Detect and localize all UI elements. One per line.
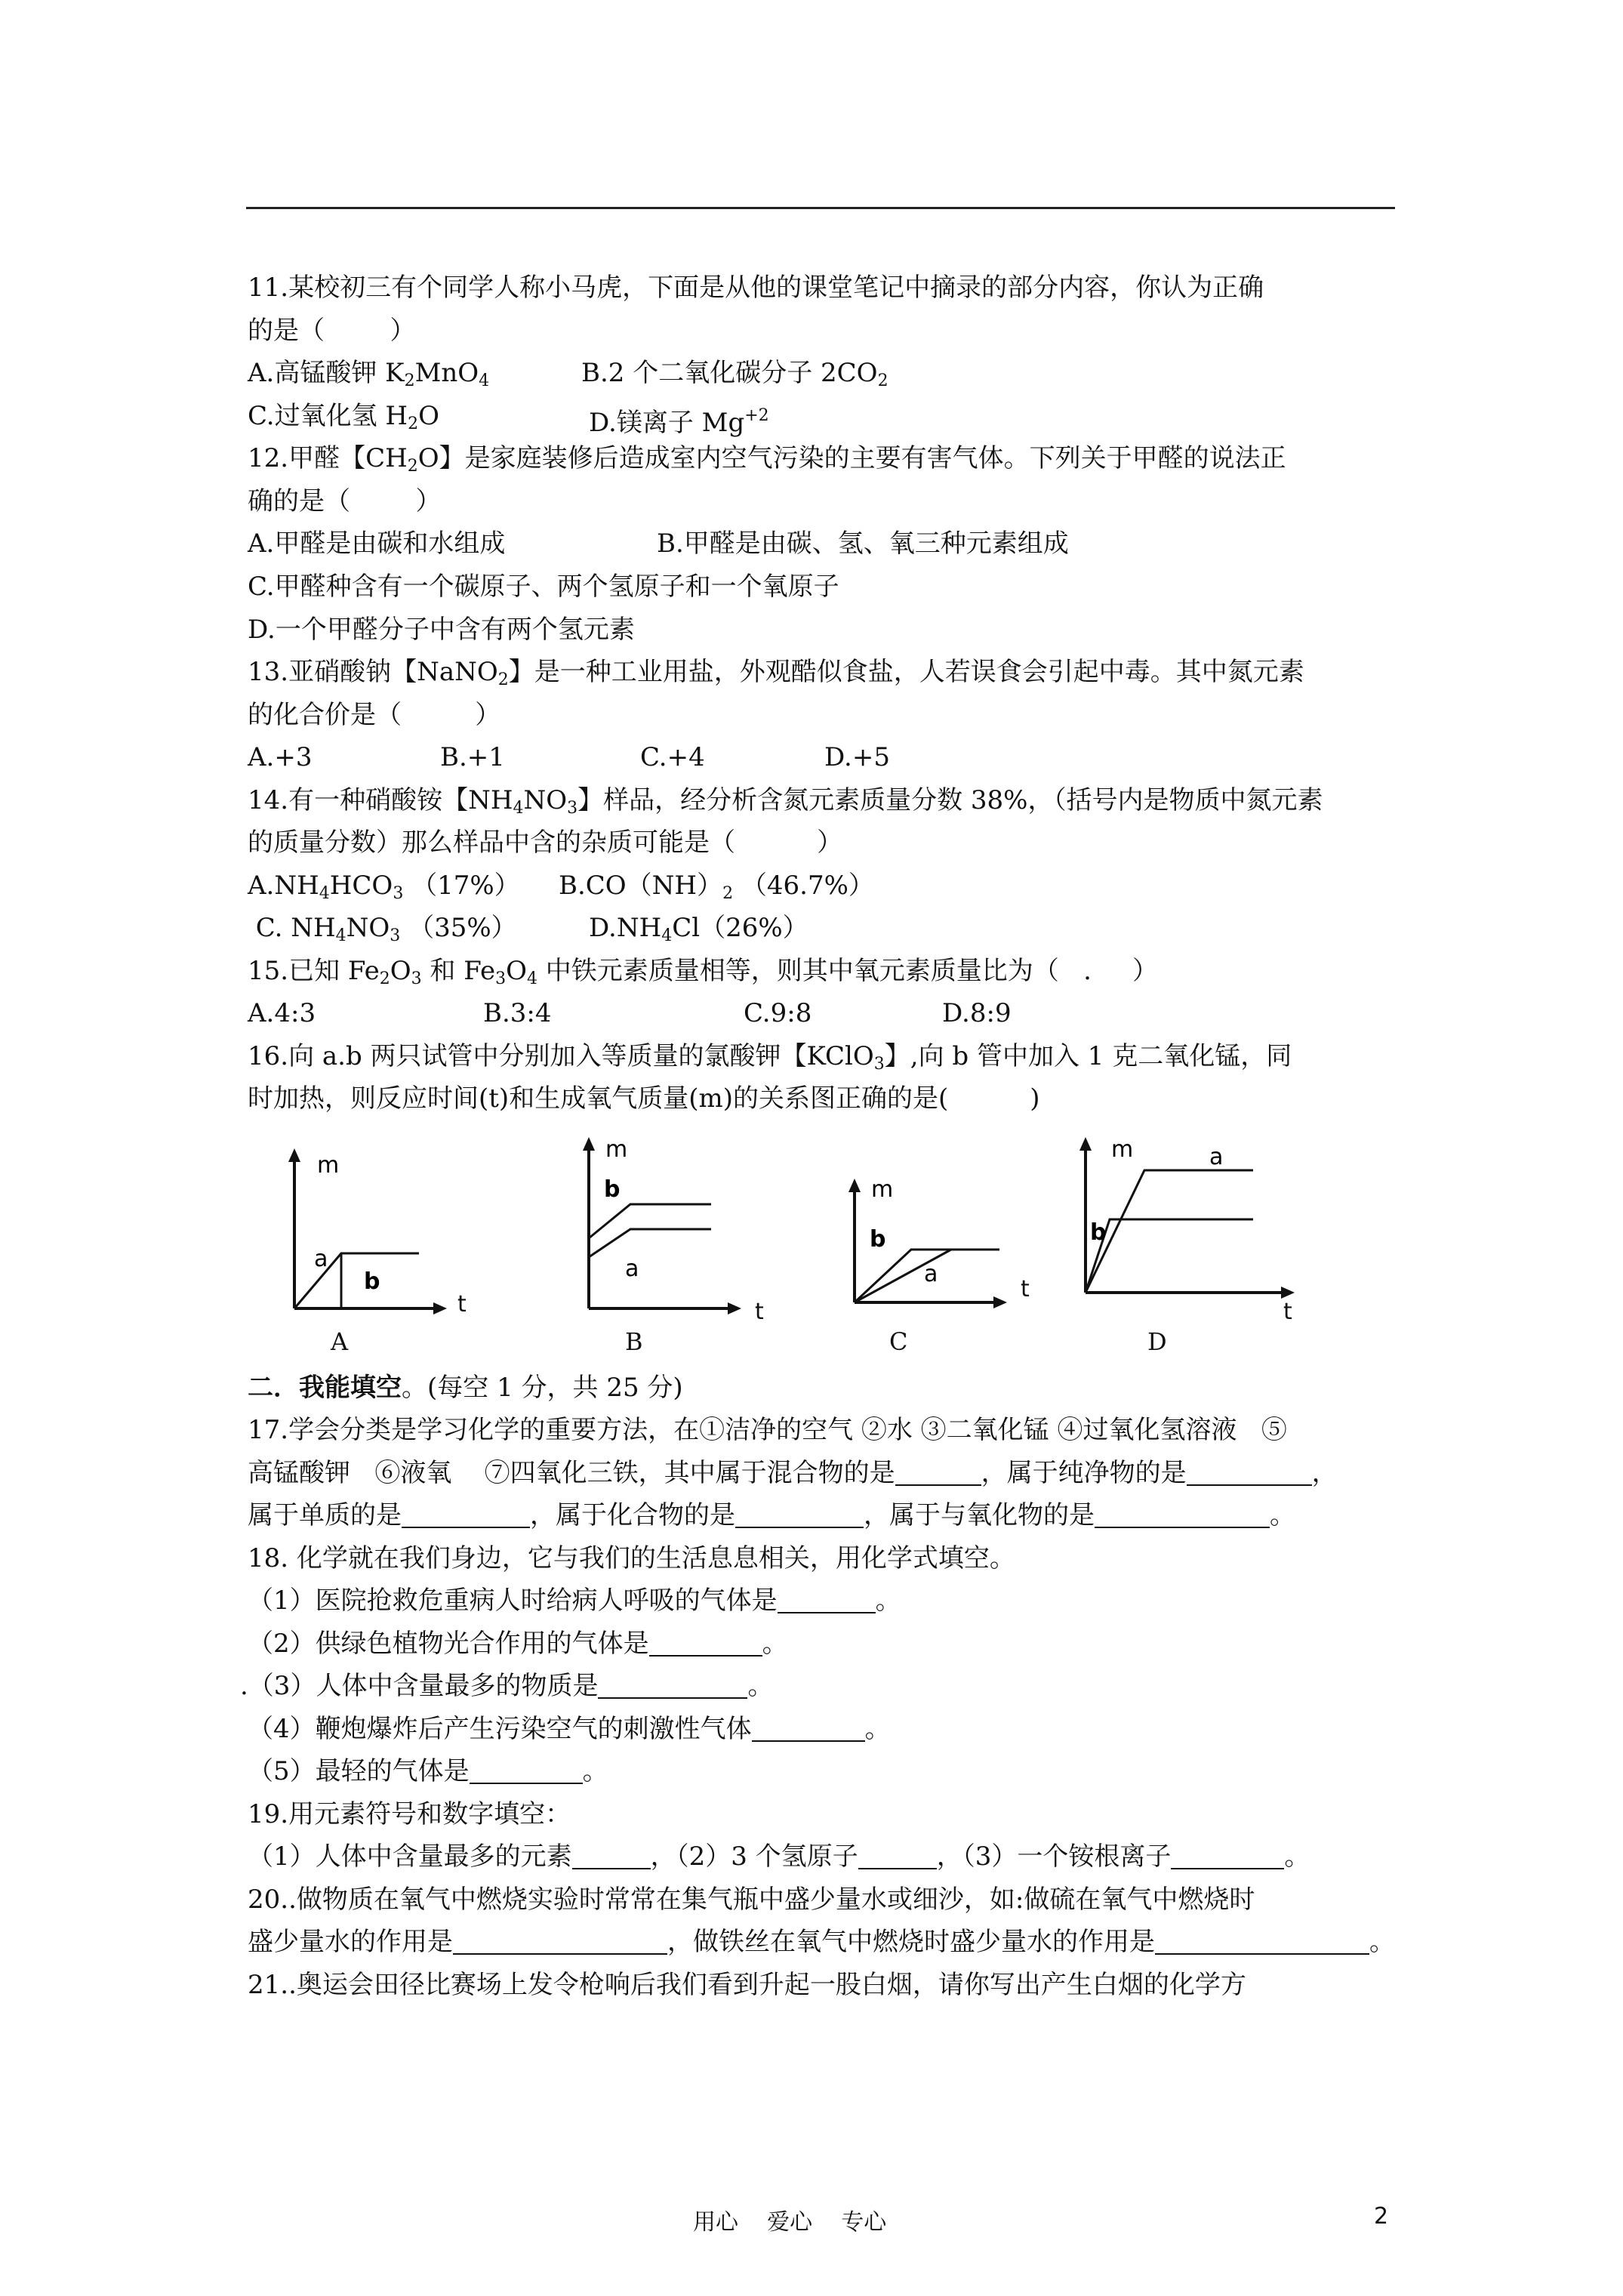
- blank[interactable]: [1095, 1501, 1270, 1528]
- graph-c-caption: C: [889, 1327, 908, 1356]
- graph-c-m-arrow: [848, 1179, 861, 1192]
- graph-b-t-arrow: [728, 1302, 741, 1314]
- graph-a-t-arrow: [433, 1302, 447, 1314]
- q15-option-d: D.8:9: [942, 998, 1012, 1028]
- q12-stem-line2: 确的是（ ）: [248, 486, 442, 516]
- graph-d-line-b: [1086, 1219, 1253, 1293]
- q14-stem-line1: 14.有一种硝酸铵【$NH_4NO_3$】样品，经分析含氮元素质量分数 38%，（括号内是物质中氮元素: [248, 785, 1323, 818]
- q13-stem-line2: 的化合价是（ ）: [248, 700, 501, 730]
- q14-option-d: $D.NH_4Cl(26\%)$: [589, 913, 808, 945]
- q11-option-c: C.过氧化氢 $H_2O$: [248, 401, 439, 433]
- q18-item4: （4）鞭炮爆炸后产生污染空气的刺激性气体 。: [248, 1714, 891, 1744]
- graph-a-line-a: [294, 1253, 419, 1308]
- blank[interactable]: [895, 1459, 981, 1486]
- footer-motto: 用心 爱心 专心: [693, 2209, 887, 2236]
- q18-item2: （2）供绿色植物光合作用的气体是 。: [248, 1629, 788, 1659]
- graph-d-curve-b-label: b: [1090, 1219, 1107, 1246]
- q13-stem-line1: 13.亚硝酸钠【NaNO$_2$】是一种工业用盐，外观酷似食盐，人若误食会引起中毒。其中氮元素: [248, 657, 1304, 689]
- graph-c: [839, 1174, 1021, 1318]
- q15-option-a: A.4:3: [248, 998, 316, 1028]
- q21-line1: 21..奥运会田径比赛场上发令枪响后我们看到升起一股白烟，请你写出产生白烟的化学方: [248, 1970, 1246, 2000]
- graph-d-curve-a-label: a: [1209, 1144, 1224, 1170]
- graph-d-caption: D: [1147, 1327, 1167, 1356]
- blank[interactable]: [1155, 1928, 1369, 1955]
- header-rule: [246, 207, 1395, 209]
- q15-option-b: B.3:4: [483, 998, 552, 1028]
- graph-c-t-arrow: [993, 1296, 1007, 1308]
- q11-option-d: D.镁离子 $Mg^{+2}$: [589, 406, 769, 438]
- q13-option-b: B.+1: [440, 742, 505, 772]
- q17-line3: 属于单质的是 ，属于化合物的是 ，属于与氧化物的是 。: [248, 1500, 1295, 1530]
- graph-b-m-arrow: [583, 1137, 595, 1151]
- q13-option-c: C.+4: [640, 742, 705, 772]
- q16-stem-line1: 16.向 a.b 两只试管中分别加入等质量的氯酸钾【KClO$_3$】,向 b 管中加入 1 克二氧化锰，同: [248, 1041, 1292, 1074]
- q20-line2: 盛少量水的作用是 ，做铁丝在氧气中燃烧时盛少量水的作用是 。: [248, 1927, 1395, 1957]
- graph-d-t-text: t: [1283, 1299, 1292, 1325]
- q16-stem-line2: 时加热，则反应时间(t)和生成氧气质量(m)的关系图正确的是( ): [248, 1083, 1040, 1114]
- section2-heading: 二．我能填空。(每空 1 分，共 25 分): [248, 1373, 683, 1403]
- graph-b-caption: B: [625, 1327, 643, 1356]
- q18-stem: 18. 化学就在我们身边，它与我们的生活息息相关，用化学式填空。: [248, 1543, 1015, 1573]
- q14-option-a: $A.NH_4HCO_3$ （17%）: [248, 871, 520, 903]
- graph-c-m-label: m: [871, 1176, 894, 1203]
- graph-d-t-arrow: [1281, 1287, 1295, 1299]
- blank[interactable]: [778, 1586, 876, 1613]
- graph-b-line-a: [589, 1229, 711, 1257]
- graph-c-t-text: t: [1021, 1276, 1030, 1302]
- graph-a-caption: A: [331, 1327, 349, 1356]
- q18-item1: （1）医院抢救危重病人时给病人呼吸的气体是 。: [248, 1586, 901, 1616]
- graph-a-curve-b-label: b: [364, 1268, 380, 1295]
- graph-a: [279, 1144, 453, 1321]
- q14-option-c: C. $NH_4NO_3$ （35%）: [248, 913, 517, 945]
- q11-option-b: B.2 个二氧化碳分子 $2CO_2$: [581, 358, 888, 390]
- q15-stem: 15.已知 $Fe_2O_3$ 和 $Fe_3O_4$ 中铁元素质量相等，则其中氧元素质量比为（ . ）: [248, 956, 1159, 988]
- blank[interactable]: [453, 1928, 667, 1955]
- q15-option-c: C.9:8: [744, 998, 812, 1028]
- q19-items: （1）人体中含量最多的元素 ，（2）3 个氢原子 ，（3）一个铵根离子 。: [248, 1841, 1310, 1872]
- q12-option-c: C.甲醛种含有一个碳原子、两个氢原子和一个氧原子: [248, 572, 839, 602]
- q11-stem-line2: 的是（ ）: [248, 316, 416, 346]
- q13-option-a: A.+3: [248, 742, 313, 772]
- blank[interactable]: [858, 1842, 937, 1869]
- q11-stem-line1: 11.某校初三有个同学人称小马虎，下面是从他的课堂笔记中摘录的部分内容，你认为正确: [248, 273, 1264, 303]
- graph-c-curve-a-label: a: [924, 1261, 938, 1287]
- blank[interactable]: [735, 1501, 864, 1528]
- q11-option-a: A.高锰酸钾 $K_2MnO_4$: [248, 358, 490, 390]
- blank[interactable]: [1187, 1459, 1312, 1486]
- graph-a-t-text: t: [457, 1291, 467, 1318]
- graph-d-line-a: [1086, 1170, 1253, 1293]
- graph-c-curve-b-label: b: [870, 1226, 886, 1253]
- graph-b-t-text: t: [755, 1299, 764, 1325]
- q17-line1: 17.学会分类是学习化学的重要方法，在①洁净的空气 ②水 ③二氧化锰 ④过氧化氢溶液 ⑤: [248, 1415, 1287, 1445]
- q14-option-b: $B.CO(NH)_2$ （46.7%）: [559, 871, 874, 903]
- graph-a-m-label: m: [317, 1152, 340, 1179]
- blank[interactable]: [752, 1715, 865, 1742]
- q13-option-d: D.+5: [824, 742, 890, 772]
- q17-line2: 高锰酸钾 ⑥液氧 ⑦四氧化三铁，其中属于混合物的是 ，属于纯净物的是 ，: [248, 1458, 1338, 1488]
- graph-d-m-arrow: [1079, 1137, 1092, 1151]
- blank[interactable]: [572, 1842, 651, 1869]
- page-number: 2: [1374, 2203, 1389, 2230]
- blank[interactable]: [598, 1672, 747, 1699]
- q18-item5: （5）最轻的气体是 。: [248, 1756, 608, 1786]
- graph-a-curve-a-label: a: [314, 1246, 328, 1272]
- q18-item3: .（3）人体中含量最多的物质是 。: [240, 1671, 774, 1701]
- q14-stem-line2: 的质量分数）那么样品中含的杂质可能是（ ）: [248, 827, 843, 858]
- graph-b-m-label: m: [605, 1136, 628, 1163]
- blank[interactable]: [402, 1501, 530, 1528]
- q12-option-d: D.一个甲醛分子中含有两个氢元素: [248, 615, 635, 645]
- graph-b: [574, 1133, 747, 1325]
- q12-option-b: B.甲醛是由碳、氢、氧三种元素组成: [657, 529, 1069, 559]
- graph-b-curve-a-label: a: [625, 1256, 639, 1282]
- graph-b-line-b: [589, 1204, 711, 1238]
- blank[interactable]: [649, 1629, 762, 1657]
- graph-d-m-label: m: [1111, 1136, 1134, 1163]
- graph-a-m-arrow: [288, 1148, 300, 1162]
- q20-line1: 20..做物质在氧气中燃烧实验时常常在集气瓶中盛少量水或细沙，如:做硫在氧气中燃烧时: [248, 1885, 1255, 1915]
- q12-stem-line1: 12.甲醛【$CH_2O$】是家庭装修后造成室内空气污染的主要有害气体。下列关于甲醛的说法正: [248, 443, 1286, 476]
- blank[interactable]: [470, 1757, 583, 1784]
- blank[interactable]: [1171, 1842, 1284, 1869]
- q19-stem: 19.用元素符号和数字填空：: [248, 1799, 571, 1829]
- q12-option-a: A.甲醛是由碳和水组成: [248, 529, 506, 559]
- graph-d: [1064, 1133, 1306, 1306]
- graph-b-curve-b-label: b: [604, 1176, 621, 1203]
